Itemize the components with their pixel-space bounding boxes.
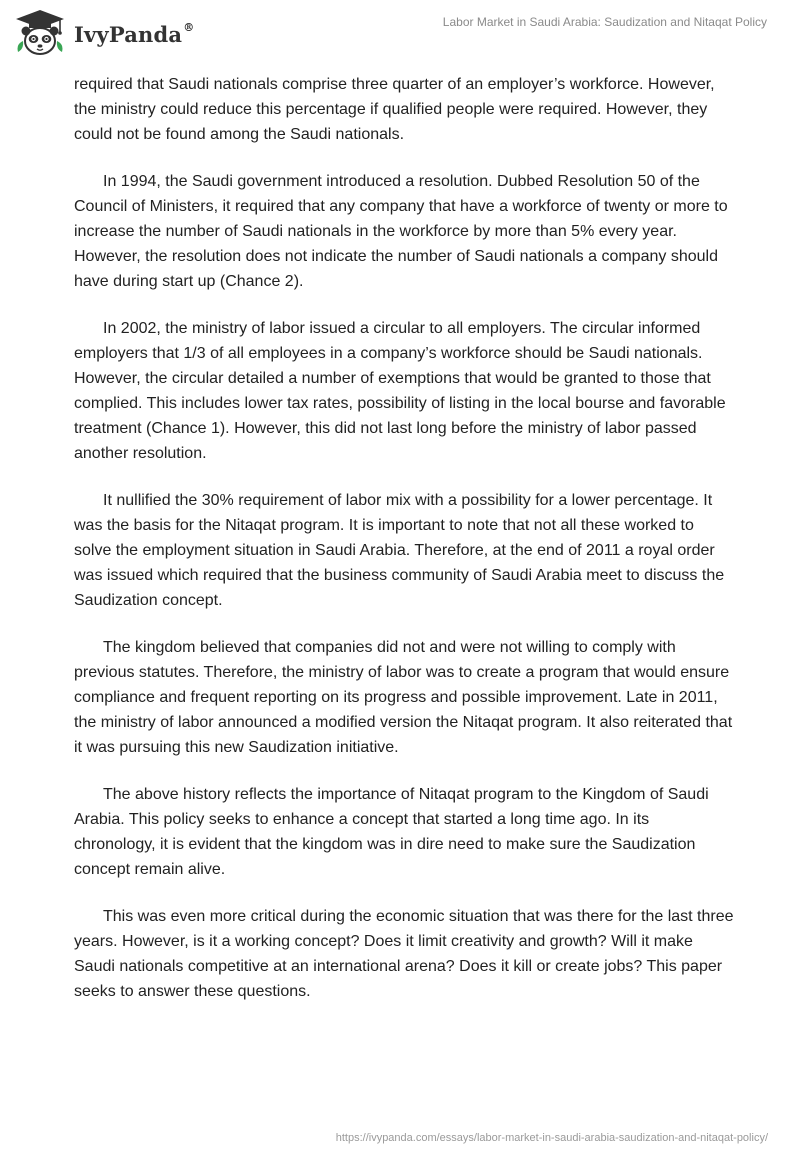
paragraph: This was even more critical during the economic situation that was there for the last three years. However, is it a working concept? Does it limit creativity and growth? Will it make Saudi nationals competitive at an international arena? Does it kill or create jobs? This paper seeks to answer these questions. <box>74 908 734 1000</box>
brand-logo[interactable] <box>14 8 194 58</box>
source-url[interactable]: https://ivypanda.com/essays/labor-market-in-saudi-arabia-saudization-and-nitaqat-policy/ <box>335 1132 768 1144</box>
paragraph: required that Saudi nationals comprise three quarter of an employer’s workforce. However, the ministry could reduce this percentage if qualified people were required. However, they could not be found among the Saudi nationals. <box>74 76 715 143</box>
article-body <box>74 72 734 1026</box>
registered-mark: ® <box>183 20 195 34</box>
paragraph: It nullified the 30% requirement of labor mix with a possibility for a lower percentage. It was the basis for the Nitaqat program. It is important to note that not all these worked to solve the employment situation in Saudi Arabia. Therefore, at the end of 2011 a royal order was issued which required that the business community of Saudi Arabia meet to discuss the Saudization concept. <box>74 492 725 609</box>
panda-graduate-icon <box>14 8 66 58</box>
paragraph: In 2002, the ministry of labor issued a circular to all employers. The circular informed employers that 1/3 of all employees in a company’s workforce should be Saudi nationals. However, the circular detailed a number of exemptions that would be granted to those that complied. This includes lower tax rates, possibility of listing in the local bourse and favorable treatment (Chance 1). However, this did not last long before the ministry of labor passed another resolution. <box>74 320 726 462</box>
paragraph: The above history reflects the importance of Nitaqat program to the Kingdom of Saudi Arabia. This policy seeks to enhance a concept that started a long time ago. In its chronology, it is evident that the kingdom was in dire need to make sure the Saudization concept remain alive. <box>74 786 709 878</box>
document-title: Labor Market in Saudi Arabia: Saudization and Nitaqat Policy <box>442 15 767 29</box>
brand-name-text: IvyPanda <box>74 21 183 47</box>
paragraph: In 1994, the Saudi government introduced a resolution. Dubbed Resolution 50 of the Council of Ministers, it required that any company that have a workforce of twenty or more to increase the number of Saudi nationals in the workforce by more than 5% every year. However, the resolution does not indicate the number of Saudi nationals a company should have during start up (Chance 2). <box>74 173 728 290</box>
brand-name <box>74 22 194 47</box>
page-header <box>0 0 800 68</box>
paragraph: The kingdom believed that companies did not and were not willing to comply with previous statutes. Therefore, the ministry of labor was to create a program that would ensure compliance and frequent reporting on its progress and possible improvement. Late in 2011, the ministry of labor announced a modified version the Nitaqat program. It also reiterated that it was pursuing this new Saudization initiative. <box>74 639 733 756</box>
